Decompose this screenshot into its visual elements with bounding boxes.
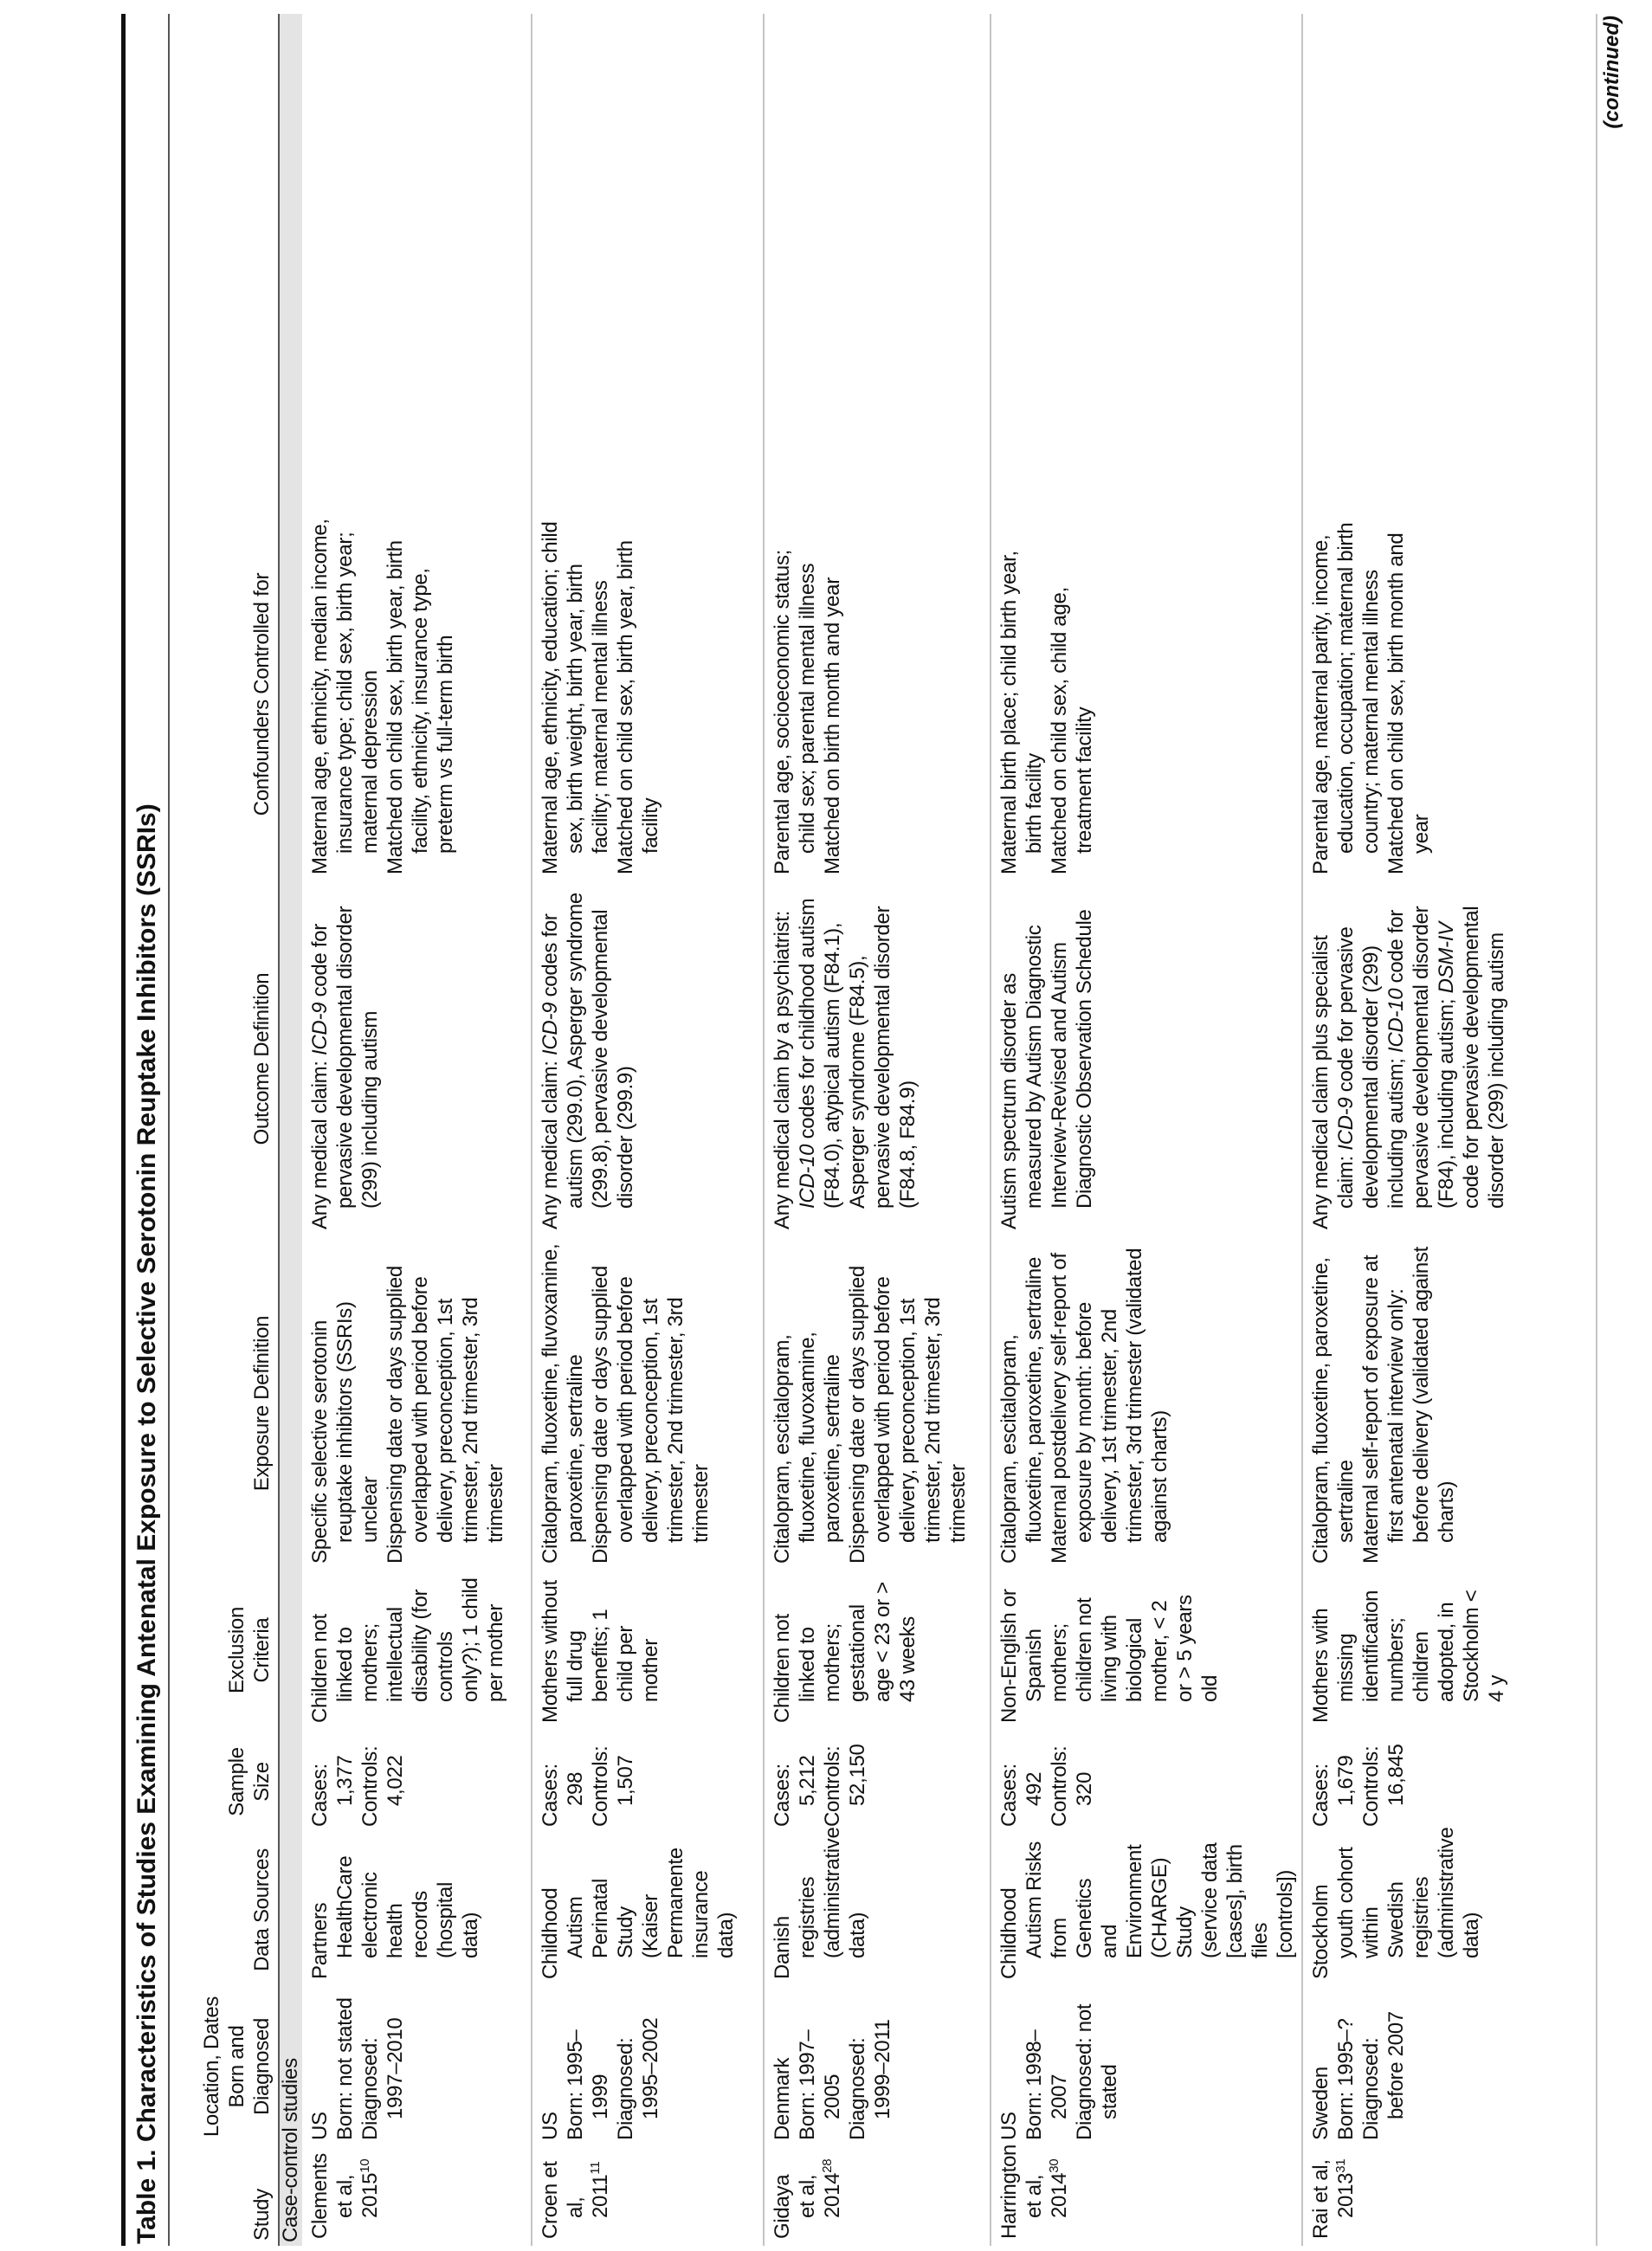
study-cell bbox=[302, 2147, 532, 2246]
cell-paragraph bbox=[997, 888, 1097, 1229]
cell-paragraph: Matched on child sex, birth year, birth facility bbox=[614, 540, 662, 874]
exclusion-cell bbox=[991, 1571, 1302, 1730]
cell-paragraph bbox=[770, 888, 920, 1229]
exclusion-cell bbox=[302, 1571, 532, 1730]
cell-paragraph bbox=[538, 888, 638, 1229]
code-system: DSM-IV bbox=[1435, 922, 1458, 994]
cell-paragraph: Sweden bbox=[1309, 2067, 1333, 2140]
study-name: Gidaya et al, 2014 bbox=[771, 2172, 844, 2239]
exposure-cell bbox=[532, 1236, 764, 1571]
cell-paragraph: Controls: 320 bbox=[1048, 1745, 1096, 1827]
cell-paragraph: Citalopram, escitalopram, fluoxetine, fluvoxamine, paroxetine, sertraline bbox=[771, 1332, 844, 1564]
study-name: Harrington et al, 2014 bbox=[997, 2144, 1071, 2239]
header-exposure: Exposure Definition bbox=[170, 1236, 279, 1571]
confounders-text bbox=[307, 511, 458, 874]
code-system: ICD-9 bbox=[308, 1002, 332, 1055]
code-system: ICD-9 bbox=[1334, 1097, 1358, 1151]
location-cell bbox=[991, 1986, 1302, 2147]
exclusion-cell bbox=[532, 1571, 764, 1730]
cell-paragraph: Cases: 1,679 bbox=[1309, 1755, 1358, 1827]
confounders-text bbox=[1308, 511, 1434, 874]
table-row bbox=[764, 14, 991, 2246]
header-outcome: Outcome Definition bbox=[170, 881, 279, 1236]
cell-paragraph: Citalopram, escitalopram, fluoxetine, paroxetine, sertraline bbox=[997, 1257, 1046, 1564]
cell-paragraph: Parental age, maternal parity, income, education, occupation; maternal birth country; maternal mental illness bbox=[1309, 522, 1383, 874]
cell-paragraph: Citalopram, fluoxetine, paroxetine, sertraline bbox=[1309, 1257, 1358, 1564]
study-citation bbox=[1308, 2154, 1358, 2239]
data-sources-cell bbox=[532, 1834, 764, 1986]
cell-paragraph: Dispensing date or days supplied overlapped with period before delivery, preconception, 1st trimester, 2nd trimester, 3rd trimester bbox=[384, 1266, 507, 1564]
cell-paragraph: Danish registries (administrative data) bbox=[771, 1827, 869, 1979]
header-exclusion: Exclusion Criteria bbox=[170, 1571, 279, 1730]
data-sources-cell bbox=[1302, 1827, 1597, 1986]
sample-cell bbox=[1302, 1730, 1597, 1834]
text-segment: code for pervasive developmental disorder (299) including autism bbox=[1460, 906, 1508, 1209]
outcome-cell bbox=[991, 881, 1302, 1236]
cell-paragraph: Diagnosed: 1997–2010 bbox=[358, 2017, 407, 2140]
exposure-cell bbox=[991, 1236, 1302, 1571]
cell-paragraph: US bbox=[308, 2112, 332, 2140]
code-system: ICD-9 bbox=[539, 1002, 562, 1055]
table-row bbox=[991, 14, 1302, 2246]
cell-paragraph: Matched on child sex, birth month and year bbox=[1384, 532, 1433, 874]
study-citation bbox=[538, 2154, 613, 2239]
cell-paragraph: Childhood Autism Perinatal Study (Kaiser Permanente insurance data) bbox=[539, 1848, 738, 1979]
outcome-cell bbox=[764, 881, 991, 1236]
confounders-cell bbox=[302, 14, 532, 881]
exposure-cell bbox=[1302, 1236, 1597, 1571]
confounders-text bbox=[770, 511, 845, 874]
header-sample-size: Sample Size bbox=[170, 1730, 279, 1834]
cell-paragraph: Mothers without full drug benefits; 1 child per mother bbox=[539, 1580, 662, 1723]
cell-paragraph: Born: 1995–? bbox=[1334, 2018, 1358, 2140]
cell-paragraph: Childhood Autism Risks from Genetics and Environment (CHARGE) Study (service data [cases], birth files [controls]) bbox=[997, 1841, 1297, 1979]
text-segment: code for pervasive developmental disorder (F84), including autism; bbox=[1384, 906, 1458, 1209]
confounders-cell bbox=[991, 14, 1302, 881]
exposure-cell bbox=[764, 1236, 991, 1571]
table-row bbox=[532, 14, 764, 2246]
confounders-cell bbox=[532, 14, 764, 881]
cell-paragraph: Born: 1997–2005 bbox=[796, 2029, 844, 2140]
reference-number: 31 bbox=[1333, 2158, 1348, 2173]
study-citation bbox=[307, 2154, 383, 2239]
text-segment: code for pervasive developmental disorder (299) including autism bbox=[308, 906, 382, 1209]
code-system: ICD-10 bbox=[796, 1144, 819, 1209]
study-cell bbox=[764, 2147, 991, 2246]
cell-paragraph: Specific selective serotonin reuptake inhibitors (SSRIs) unclear bbox=[308, 1301, 382, 1564]
section-label: Case-control studies bbox=[279, 14, 302, 2246]
cell-paragraph: Maternal self-report of exposure at first antenatal interview only: before delivery (validated against charts) bbox=[1359, 1246, 1458, 1564]
data-sources-cell bbox=[764, 1827, 991, 1986]
cell-paragraph: Matched on child sex, child age, treatment facility bbox=[1048, 587, 1096, 874]
cell-paragraph: Matched on child sex, birth year, birth facility, ethnicity, insurance type, preterm vs full-term birth bbox=[384, 540, 457, 874]
cell-paragraph bbox=[1308, 888, 1509, 1229]
cell-paragraph: US bbox=[539, 2112, 562, 2140]
text-segment: Any medical claim plus specialist claim: bbox=[1309, 935, 1358, 1229]
sample-cell bbox=[302, 1730, 532, 1834]
header-location: Location, Dates Born and Diagnosed bbox=[170, 1986, 279, 2147]
study-name: Rai et al, 2013 bbox=[1309, 2159, 1358, 2239]
cell-paragraph: Citalopram, fluoxetine, fluvoxamine, paroxetine, sertraline bbox=[539, 1243, 587, 1564]
cell-paragraph: Cases: 5,212 bbox=[771, 1755, 819, 1827]
location-cell bbox=[764, 1986, 991, 2147]
reference-number: 28 bbox=[820, 2158, 835, 2173]
text-segment: Any medical claim by a psychiatrist: bbox=[771, 911, 794, 1229]
header-confounders-label: Confounders Controlled for bbox=[250, 572, 274, 816]
text-segment: Any medical claim: bbox=[308, 1055, 332, 1229]
cell-paragraph: Diagnosed: before 2007 bbox=[1359, 2011, 1408, 2140]
sample-cell bbox=[991, 1730, 1302, 1834]
exposure-cell bbox=[302, 1236, 532, 1571]
location-cell bbox=[532, 1986, 764, 2147]
data-sources-cell bbox=[991, 1834, 1302, 1986]
study-citation bbox=[997, 2144, 1072, 2239]
exclusion-cell bbox=[1302, 1571, 1597, 1730]
reference-number: 30 bbox=[1047, 2158, 1062, 2173]
text-segment: codes for childhood autism (F84.0), atypical autism (F84.1), Asperger syndrome (F84.5), pervasive developmental disorder (F84.8, F84.9) bbox=[796, 898, 920, 1209]
data-sources-cell bbox=[302, 1834, 532, 1986]
header-study: Study bbox=[170, 2147, 279, 2246]
table-title: Table 1. Characteristics of Studies Examining Antenatal Exposure to Selective Serotonin Reuptake Inhibitors (SSRIs) bbox=[121, 14, 170, 2246]
cell-paragraph: US bbox=[997, 2112, 1021, 2140]
cell-paragraph: Denmark bbox=[771, 2057, 794, 2140]
location-cell bbox=[1302, 1986, 1597, 2147]
text-segment: Any medical claim: bbox=[539, 1055, 562, 1229]
study-name: Clements et al, 2015 bbox=[308, 2153, 382, 2239]
header-data-sources: Data Sources bbox=[170, 1834, 279, 1986]
text-segment: code for pervasive developmental disorder (299) including autism; bbox=[1334, 926, 1408, 1209]
cell-paragraph: Controls: 16,845 bbox=[1359, 1744, 1408, 1827]
cell-paragraph: Diagnosed: not stated bbox=[1073, 2003, 1121, 2140]
sample-cell bbox=[532, 1730, 764, 1834]
location-cell bbox=[302, 1986, 532, 2147]
cell-paragraph: Born: 1995–1999 bbox=[564, 2029, 612, 2140]
cell-paragraph: Born: not stated bbox=[333, 1997, 357, 2140]
cell-paragraph: Cases: 298 bbox=[539, 1764, 587, 1827]
study-citation bbox=[770, 2154, 845, 2239]
confounders-text bbox=[997, 511, 1097, 874]
cell-paragraph: Partners HealthCare electronic health records (hospital data) bbox=[308, 1855, 482, 1979]
cell-paragraph bbox=[307, 888, 383, 1229]
table-row bbox=[1302, 14, 1597, 2246]
reference-number: 11 bbox=[588, 2161, 603, 2175]
cell-paragraph: Cases: 1,377 bbox=[308, 1755, 357, 1827]
section-row bbox=[279, 14, 302, 2246]
confounders-text bbox=[538, 511, 663, 874]
cell-paragraph: Controls: 52,150 bbox=[821, 1744, 869, 1827]
sample-cell bbox=[764, 1730, 991, 1834]
cell-paragraph: Maternal age, ethnicity, median income, insurance type; child sex, birth year; maternal depression bbox=[308, 519, 382, 874]
cell-paragraph: Children not linked to mothers; gestational age < 23 or > 43 weeks bbox=[771, 1582, 920, 1723]
confounders-cell bbox=[1302, 14, 1597, 881]
cell-paragraph: Children not linked to mothers; intellectual disability (for controls only?); 1 child per mother bbox=[308, 1577, 507, 1723]
cell-paragraph: Controls: 4,022 bbox=[358, 1745, 407, 1827]
reference-number: 10 bbox=[358, 2158, 372, 2173]
text-segment: Autism spectrum disorder as measured by Autism Diagnostic Interview-Revised and Autism Diagnostic Observation Schedule bbox=[997, 909, 1096, 1229]
cell-paragraph: Stockholm youth cohort within Swedish registries (administrative data) bbox=[1309, 1827, 1483, 1979]
cell-paragraph: Maternal birth place; child birth year, birth facility bbox=[997, 551, 1046, 874]
cell-paragraph: Matched on birth month and year bbox=[821, 577, 844, 874]
cell-paragraph: Diagnosed: 1999–2011 bbox=[846, 2019, 894, 2140]
outcome-cell bbox=[532, 881, 764, 1236]
study-cell bbox=[1302, 2147, 1597, 2246]
cell-paragraph: Controls: 1,507 bbox=[589, 1745, 637, 1827]
cell-paragraph: Maternal age, ethnicity, education; child sex, birth weight, birth year, birth facility; maternal mental illness bbox=[539, 521, 612, 874]
studies-table bbox=[170, 14, 1597, 2246]
cell-paragraph: Dispensing date or days supplied overlapped with period before delivery, preconception, 1st trimester, 2nd trimester, 3rd trimester bbox=[589, 1266, 713, 1564]
exclusion-cell bbox=[764, 1571, 991, 1730]
cell-paragraph: Diagnosed: 1995–2002 bbox=[614, 2017, 662, 2140]
confounders-cell bbox=[764, 14, 991, 881]
cell-paragraph: Cases: 492 bbox=[997, 1764, 1046, 1827]
cell-paragraph: Mothers with missing identification numbers; children adopted, in Stockholm < 4 y bbox=[1309, 1590, 1508, 1723]
continued-note: (continued) bbox=[1600, 16, 1623, 129]
cell-paragraph: Non-English or Spanish mothers; children not living with biological mother, < 2 or > 5 years old bbox=[997, 1589, 1222, 1723]
outcome-cell bbox=[302, 881, 532, 1236]
header-row bbox=[170, 14, 279, 2246]
study-cell bbox=[532, 2147, 764, 2246]
cell-paragraph: Dispensing date or days supplied overlapped with period before delivery, preconception, 1st trimester, 2nd trimester, 3rd trimester bbox=[846, 1266, 970, 1564]
text-segment: codes for autism (299.0), Asperger syndrome (299.8), pervasive developmental disorder (299.9) bbox=[539, 893, 637, 1209]
outcome-cell bbox=[1302, 881, 1597, 1236]
study-cell bbox=[991, 2144, 1302, 2246]
study-name: Croen et al, 2011 bbox=[539, 2161, 612, 2239]
code-system: ICD-10 bbox=[1384, 988, 1408, 1053]
cell-paragraph: Parental age, socioeconomic status; child sex; parental mental illness bbox=[771, 549, 819, 874]
table-row bbox=[302, 14, 532, 2246]
cell-paragraph: Maternal postdelivery self-report of exposure by month: before delivery, 1st trimester, 2nd trimester, 3rd trimester (validated against charts) bbox=[1048, 1248, 1171, 1564]
cell-paragraph: Born: 1998–2007 bbox=[1023, 2029, 1071, 2140]
header-confounders bbox=[170, 14, 279, 881]
